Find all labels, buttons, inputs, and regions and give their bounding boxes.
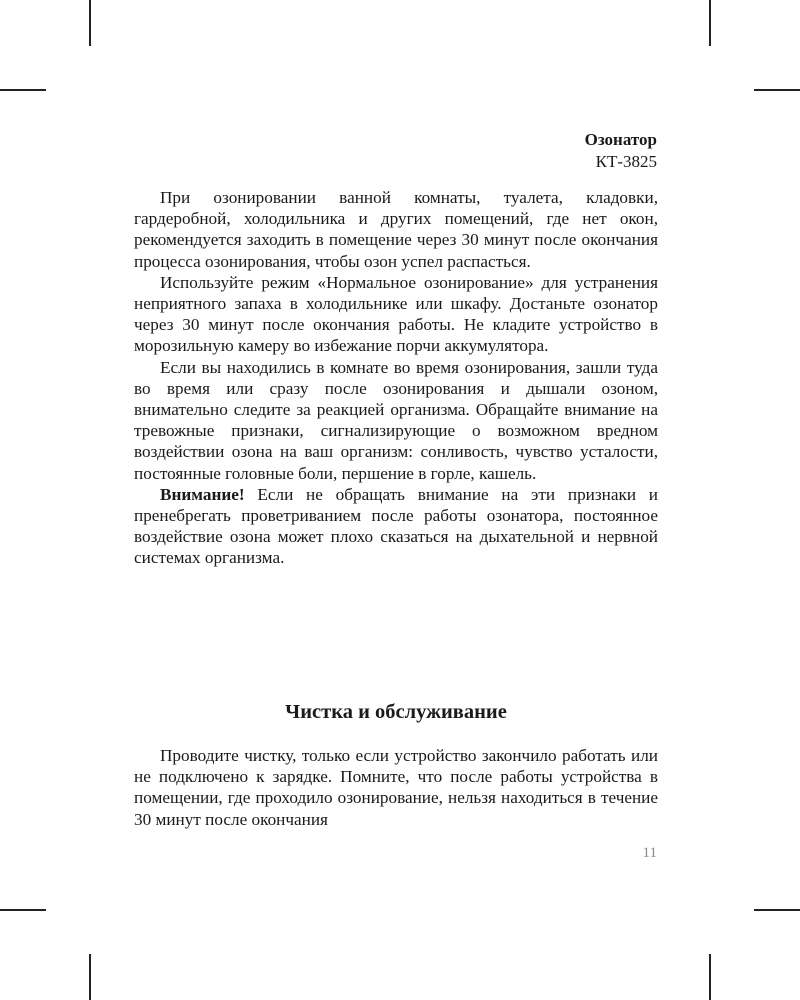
warning-text: Если не обращать внимание на эти признаки и пренебрегать проветриванием после работы озонатора, постоянное воздействие озона может плохо сказаться на дыхательной и нервной системах организма.	[134, 484, 658, 568]
paragraph-ventilation: При озонировании ванной комнаты, туалета, кладовки, гардеробной, холодильника и других помещений, где нет окон, рекомендуется заходить в помещение через 30 минут после окончания процесса озонирования, чтобы озон успел распасться.	[134, 188, 658, 271]
section-heading: Чистка и обслуживание	[285, 701, 507, 723]
paragraph-symptoms: Если вы находились в комнате во время озонирования, зашли туда во время или сразу после озонирования и дышали озоном, внимательно следите за реакцией организма. Обращайте внимание на тревожные признаки, сигнализирующие о возможном вредном воздействии озона на ваш организм: сонливость, чувство усталости, постоянные головные боли, першение в горле, кашель.	[134, 357, 658, 483]
crop-mark-bottom-right	[709, 954, 711, 1000]
crop-mark-right-upper	[754, 89, 800, 91]
crop-mark-left-lower	[0, 909, 46, 911]
header-model: КТ-3825	[595, 152, 657, 171]
paragraph-warning	[134, 484, 658, 569]
header-product-name: Озонатор	[584, 130, 657, 149]
crop-mark-top-left	[89, 0, 91, 46]
crop-mark-top-right	[709, 0, 711, 46]
page-number: 11	[642, 845, 657, 861]
cleaning-text-block	[134, 745, 658, 830]
crop-mark-bottom-left	[89, 954, 91, 1000]
paragraph-normal-mode: Используйте режим «Нормальное озонирование» для устранения неприятного запаха в холодильнике или шкафу. Достаньте озонатор через 30 минут после окончания работы. Не кладите устройство в морозильную камеру во избежание порчи аккумулятора.	[134, 272, 658, 356]
crop-mark-left-upper	[0, 89, 46, 91]
running-header	[585, 129, 657, 173]
crop-mark-right-lower	[754, 909, 800, 911]
paragraph-cleaning: Проводите чистку, только если устройство закончило работать или не подключено к зарядке. Помните, что после работы устройства в помещении, где проходило озонирование, нельзя находиться в течение 30 минут после окончания	[134, 746, 658, 829]
safety-text-block	[134, 187, 658, 569]
warning-label: Внимание!	[160, 484, 245, 504]
